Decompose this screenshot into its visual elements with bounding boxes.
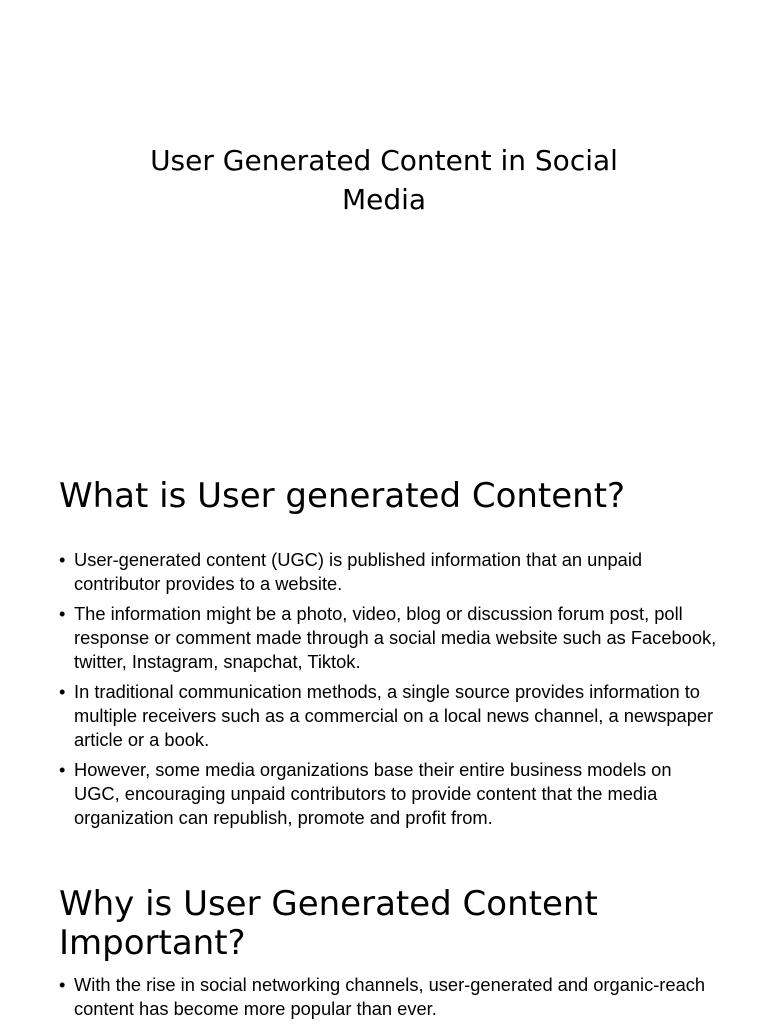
title-slide — [0, 0, 768, 440]
bullet-item — [59, 602, 718, 674]
bullet-item — [59, 973, 718, 1021]
bullet-dot-icon: • — [59, 974, 66, 995]
bullet-list — [0, 973, 768, 1021]
slide-what-is-ugc — [0, 468, 768, 836]
bullet-text: The information might be a photo, video, blog or discussion forum post, poll response or comment made through a social media website such as Facebook, twitter, Instagram, snapchat, Tiktok. — [74, 603, 717, 672]
presentation-title: User Generated Content in Social Media — [150, 144, 618, 216]
bullet-text: With the rise in social networking channels, user-generated and organic-reach content has become more popular than ever. — [74, 974, 706, 1019]
bullet-item — [59, 548, 718, 596]
slide-heading: Why is User Generated Content Important? — [59, 884, 598, 963]
bullet-dot-icon: • — [59, 549, 66, 570]
bullet-list — [0, 548, 768, 830]
slide-why-ugc-important — [0, 876, 768, 1027]
bullet-text: However, some media organizations base their entire business models on UGC, encouraging unpaid contributors to provide content that the media organization can republish, promote and profit from. — [74, 759, 672, 828]
bullet-item — [59, 680, 718, 752]
slide-heading: What is User generated Content? — [59, 476, 626, 516]
bullet-dot-icon: • — [59, 603, 66, 624]
bullet-dot-icon: • — [59, 759, 66, 780]
bullet-dot-icon: • — [59, 681, 66, 702]
bullet-text: User-generated content (UGC) is published information that an unpaid contributor provides to a website. — [74, 549, 643, 594]
bullet-text: In traditional communication methods, a single source provides information to multiple receivers such as a commercial on a local news channel, a newspaper article or a book. — [74, 681, 714, 750]
bullet-item — [59, 758, 718, 830]
